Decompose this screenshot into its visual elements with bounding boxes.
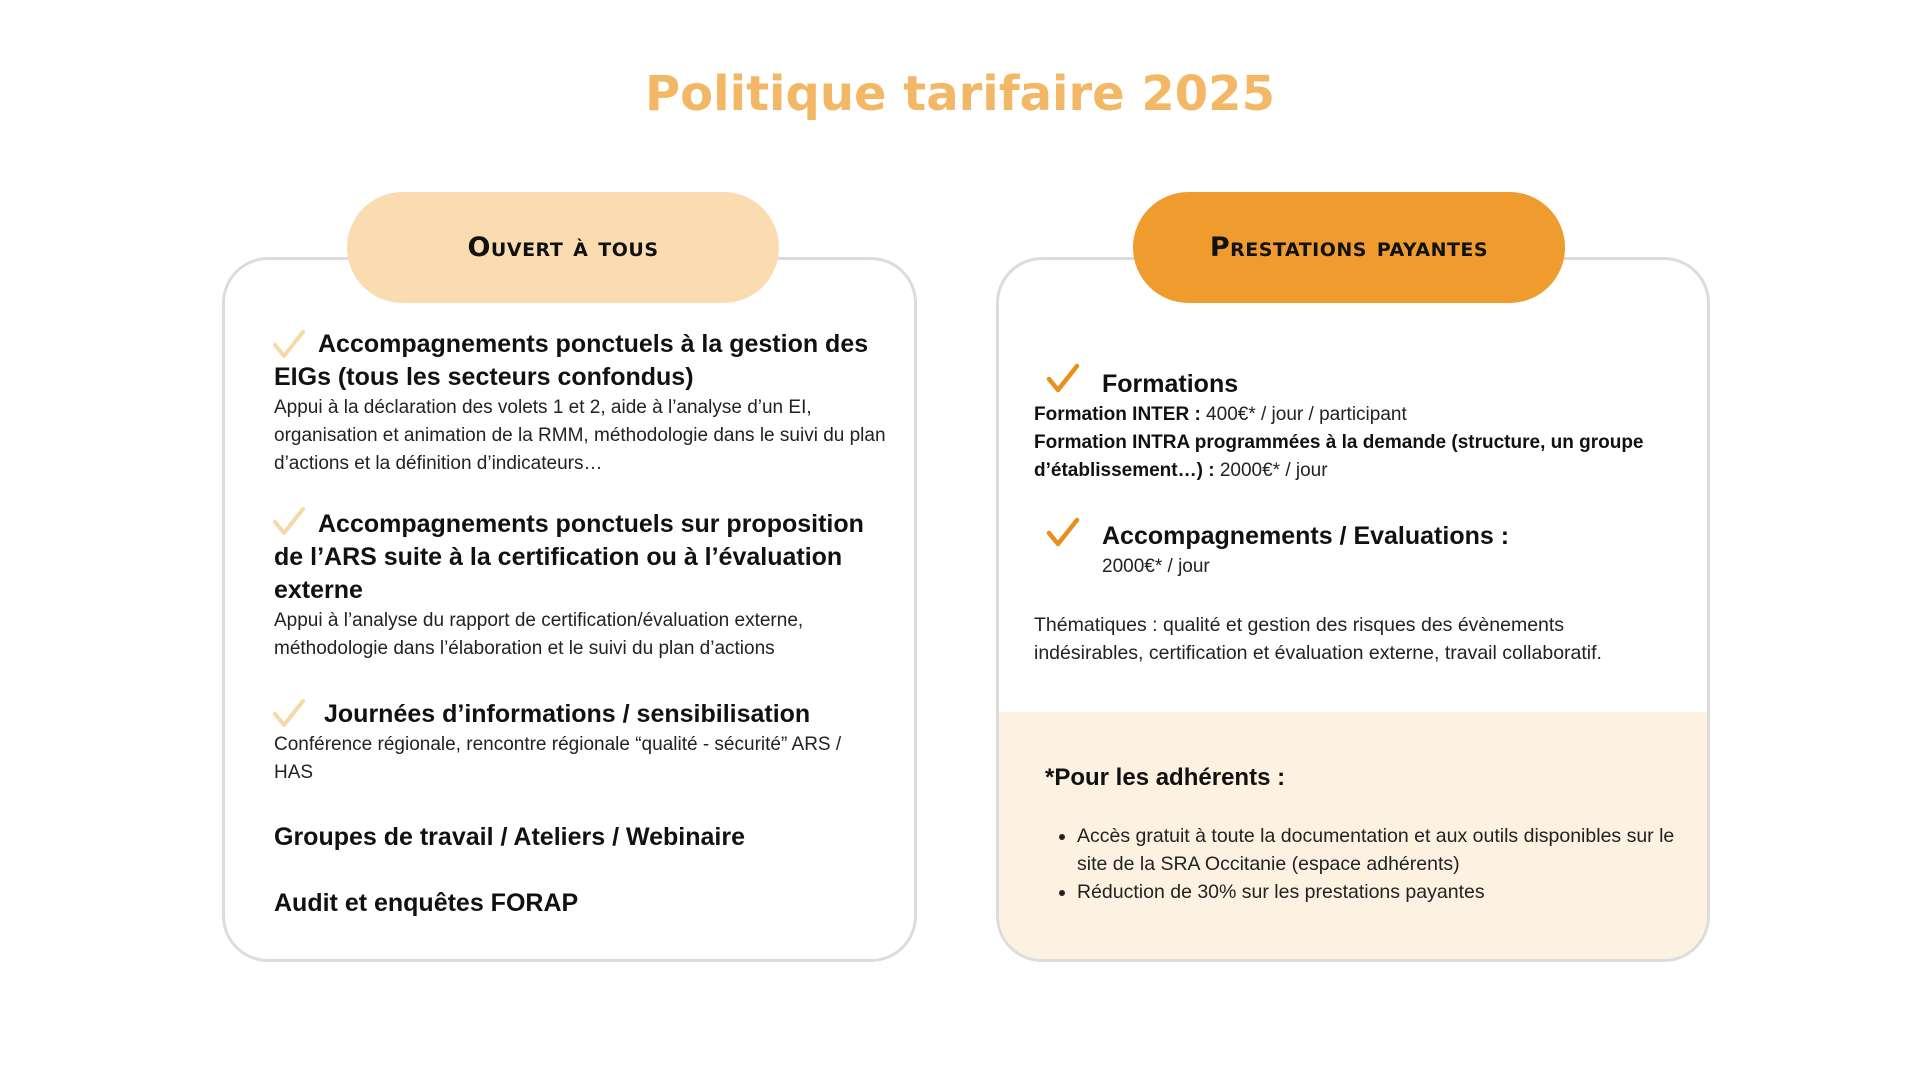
thematiques-note: Thématiques : qualité et gestion des risques des évènements indésirables, certification et évaluation externe, travail collaboratif. bbox=[1034, 614, 1602, 664]
service-description: Appui à l’analyse du rapport de certification/évaluation externe, méthodologie dans l’élaboration et le suivi du plan d’actions bbox=[274, 610, 804, 659]
service-groupes: Groupes de travail / Ateliers / Webinaire bbox=[274, 823, 745, 851]
members-title: *Pour les adhérents : bbox=[1045, 764, 1286, 791]
free-services-header: Ouvert à tous bbox=[347, 192, 779, 303]
page-title: Politique tarifaire 2025 bbox=[645, 66, 1275, 122]
formations-heading: Formations bbox=[1102, 370, 1239, 398]
service-heading: Accompagnements ponctuels à la gestion des EIGs (tous les secteurs confondus) bbox=[274, 330, 869, 391]
members-box bbox=[999, 712, 1707, 962]
formation-intra-price: 2000€* / jour bbox=[1214, 460, 1328, 481]
service-item-ars bbox=[274, 508, 894, 663]
service-item-eig bbox=[274, 328, 894, 478]
service-heading: Journées d’informations / sensibilisation bbox=[324, 700, 811, 728]
formation-inter-label: Formation INTER : bbox=[1034, 404, 1201, 425]
members-list bbox=[1045, 822, 1677, 906]
accompagnements-price: 2000€* / jour bbox=[1102, 556, 1210, 577]
check-icon bbox=[1046, 362, 1080, 396]
service-description: Appui à la déclaration des volets 1 et 2, aide à l’analyse d’un EI, organisation et animation de la RMM, méthodologie dans le suivi du plan d’actions et la définition d’indicateurs… bbox=[274, 397, 886, 474]
formation-intra-label: Formation INTRA programmées à la demande (structure, un groupe d’établissement…) : bbox=[1034, 432, 1644, 481]
service-audit: Audit et enquêtes FORAP bbox=[274, 889, 579, 917]
service-item-journees bbox=[274, 698, 894, 787]
formation-inter-price: 400€* / jour / participant bbox=[1200, 404, 1407, 425]
list-item: • Réduction de 30% sur les prestations payantes bbox=[1077, 878, 1677, 906]
service-description: Conférence régionale, rencontre régionale “qualité - sécurité” ARS / HAS bbox=[274, 734, 842, 783]
accompagnements-heading: Accompagnements / Evaluations : bbox=[1102, 522, 1510, 550]
list-item: • Accès gratuit à toute la documentation et aux outils disponibles sur le site de la SRA Occitanie (espace adhérents) bbox=[1077, 822, 1677, 878]
check-icon bbox=[1046, 516, 1080, 550]
paid-services-card bbox=[996, 257, 1710, 962]
paid-services-header: Prestations payantes bbox=[1133, 192, 1565, 303]
formations-details bbox=[1034, 401, 1674, 485]
service-heading: Accompagnements ponctuels sur proposition de l’ARS suite à la certification ou à l’évaluation externe bbox=[274, 510, 864, 604]
